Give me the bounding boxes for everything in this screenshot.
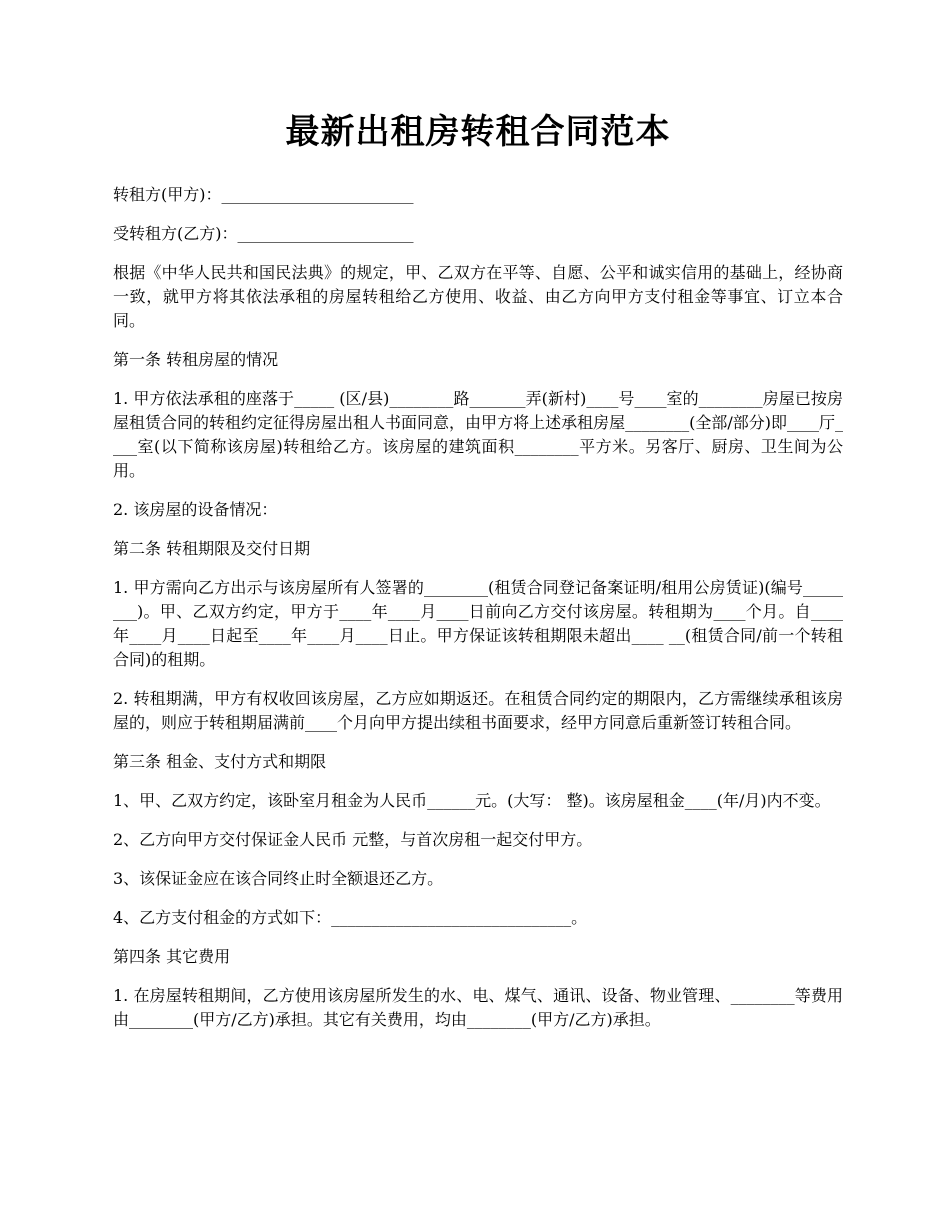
party-a-line: 转租方(甲方)：________________________ bbox=[113, 184, 414, 204]
article-4-heading: 第四条 其它费用 bbox=[113, 946, 231, 966]
article-2-heading: 第二条 转租期限及交付日期 bbox=[113, 538, 311, 558]
article-1-clause-1: 1. 甲方依法承租的座落于_____ (区/县)________路_______弄(新村)____号____室的________房屋已按房屋租赁合同的转租约定征得房屋出租人书面同意，由甲方将上述承租房屋________(全部/部分)即____厅____室(以下简称该房屋)转租给乙方。该房屋的建筑面积________平方米。另客厅、厨房、卫生间为公用。 bbox=[113, 388, 843, 480]
article-2-clause-1: 1. 甲方需向乙方出示与该房屋所有人签署的________(租赁合同登记备案证明/租用公房赁证)(编号________)。甲、乙双方约定，甲方于____年____月____日前向乙方交付该房屋。转租期为____个月。自____年____月____日起至____年____月____日止。甲方保证该转租期限未超出____ __(租赁合同/前一个转租合同)的租期。 bbox=[113, 577, 843, 669]
preamble-paragraph: 根据《中华人民共和国民法典》的规定，甲、乙双方在平等、自愿、公平和诚实信用的基础上，经协商一致，就甲方将其依法承租的房屋转租给乙方使用、收益、由乙方向甲方支付租金等事宜、订立本合同。 bbox=[113, 262, 843, 330]
document-title: 最新出租房转租合同范本 bbox=[285, 112, 671, 152]
document-page bbox=[113, 112, 843, 1047]
article-2-clause-2: 2. 转租期满，甲方有权收回该房屋，乙方应如期返还。在租赁合同约定的期限内，乙方需继续承租该房屋的，则应于转租期届满前____个月向甲方提出续租书面要求，经甲方同意后重新签订转租合同。 bbox=[113, 688, 843, 732]
party-b-line: 受转租方(乙方)：______________________ bbox=[113, 223, 414, 243]
article-3-heading: 第三条 租金、支付方式和期限 bbox=[113, 751, 327, 771]
article-3-clause-4: 4、乙方支付租金的方式如下：______________________________。 bbox=[113, 907, 588, 927]
article-1-heading: 第一条 转租房屋的情况 bbox=[113, 349, 279, 369]
article-3-clause-3: 3、该保证金应在该合同终止时全额退还乙方。 bbox=[113, 868, 444, 888]
article-3-clause-1: 1、甲、乙双方约定，该卧室月租金为人民币______元。(大写： 整)。该房屋租金____(年/月)内不变。 bbox=[113, 790, 831, 810]
article-3-clause-2: 2、乙方向甲方交付保证金人民币 元整，与首次房租一起交付甲方。 bbox=[113, 829, 593, 849]
article-4-clause-1: 1. 在房屋转租期间，乙方使用该房屋所发生的水、电、煤气、通讯、设备、物业管理、________等费用由________(甲方/乙方)承担。其它有关费用，均由________(甲方/乙方)承担。 bbox=[113, 985, 843, 1029]
article-1-clause-2: 2. 该房屋的设备情况： bbox=[113, 499, 278, 519]
